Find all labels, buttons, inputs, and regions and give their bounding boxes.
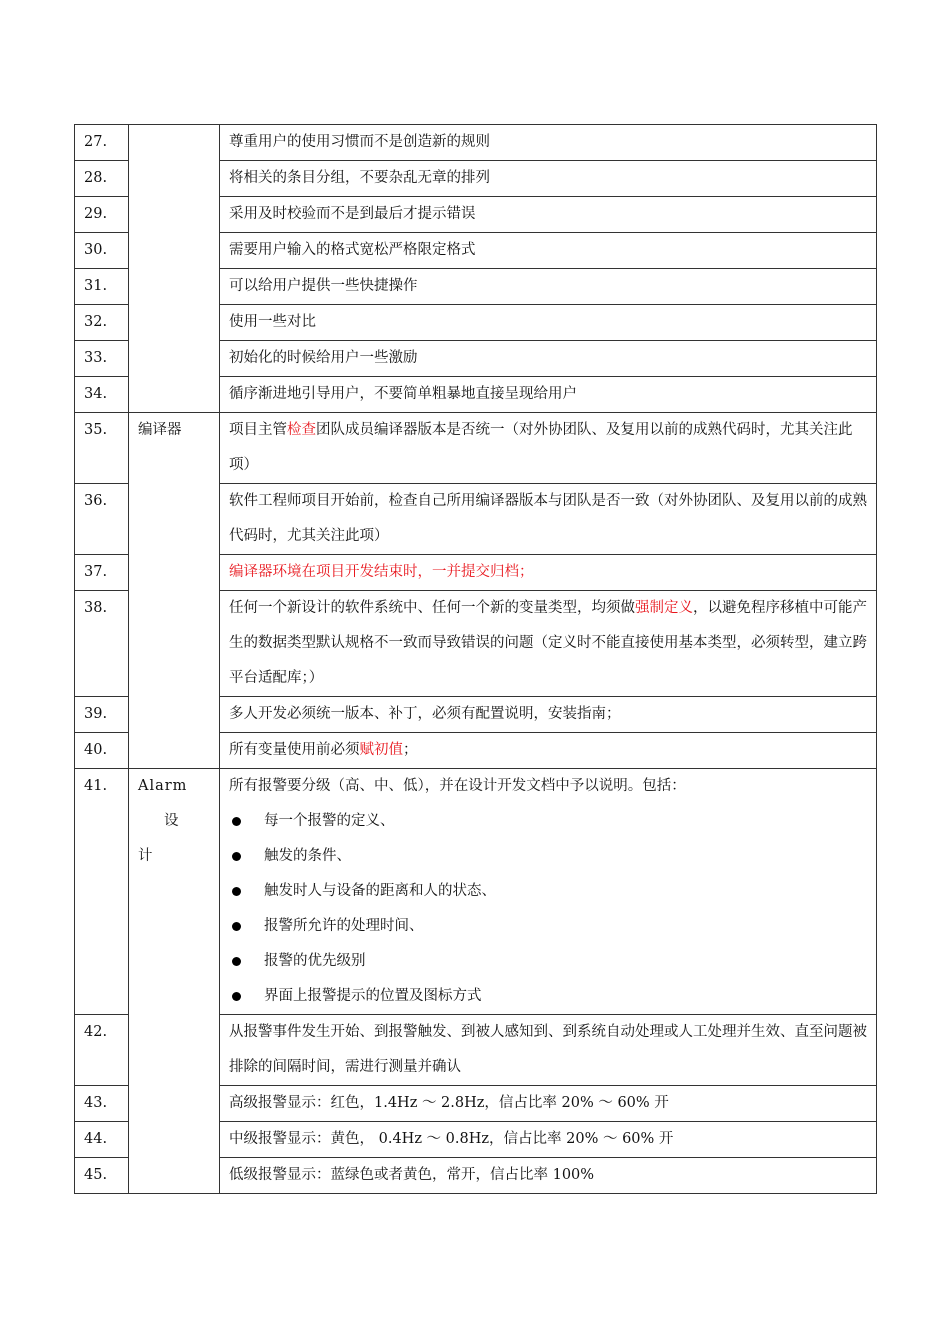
row-number: 29. <box>75 197 129 233</box>
row-number: 30. <box>75 233 129 269</box>
rule-text: 多人开发必须统一版本、补丁，必须有配置说明，安装指南； <box>220 697 877 733</box>
rule-text: 低级报警显示：蓝绿色或者黄色，常开，信占比率 100% <box>220 1158 877 1194</box>
row-number: 27. <box>75 125 129 161</box>
rule-text-highlighted: 编译器环境在项目开发结束时，一并提交归档； <box>220 555 877 591</box>
table-row <box>75 413 877 484</box>
bullet-item <box>229 874 867 909</box>
rule-text: 采用及时校验而不是到最后才提示错误 <box>220 197 877 233</box>
table-row <box>75 769 877 1015</box>
rule-text: 循序渐进地引导用户，不要简单粗暴地直接呈现给用户 <box>220 377 877 413</box>
bullet-text: 报警的优先级别 <box>264 953 366 969</box>
rule-text: 中级报警显示：黄色， 0.4Hz ～ 0.8Hz，信占比率 20% ～ 60% 开 <box>220 1122 877 1158</box>
category-cell-empty <box>129 125 220 413</box>
bullet-text: 界面上报警提示的位置及图标方式 <box>264 988 482 1004</box>
rule-text: 软件工程师项目开始前，检查自己所用编译器版本与团队是否一致（对外协团队、及复用以前的成熟代码时，尤其关注此项） <box>220 484 877 555</box>
rule-text: 使用一些对比 <box>220 305 877 341</box>
rule-text <box>220 733 877 769</box>
row-number: 43. <box>75 1086 129 1122</box>
bullet-item <box>229 979 867 1014</box>
row-number: 36. <box>75 484 129 555</box>
row-number: 32. <box>75 305 129 341</box>
row-number: 31. <box>75 269 129 305</box>
category-compiler: 编译器 <box>129 413 220 769</box>
bullet-icon <box>232 817 241 826</box>
rule-text: 尊重用户的使用习惯而不是创造新的规则 <box>220 125 877 161</box>
rule-text: 需要用户输入的格式宽松严格限定格式 <box>220 233 877 269</box>
rule-text: 将相关的条目分组，不要杂乱无章的排列 <box>220 161 877 197</box>
row-number: 42. <box>75 1015 129 1086</box>
row-number: 37. <box>75 555 129 591</box>
row-number: 39. <box>75 697 129 733</box>
rule-text-part: ，以避免程序移植中可能产生的数据类型默认规格不一致而导致错误的问题（定义时不能直接使用基本类型，必须转型，建立跨平台适配库；） <box>229 600 867 686</box>
rule-text: 初始化的时候给用户一些激励 <box>220 341 877 377</box>
row-number: 38. <box>75 591 129 697</box>
row-number: 40. <box>75 733 129 769</box>
bullet-text: 触发的条件、 <box>264 848 351 864</box>
category-alarm-word: 设 <box>164 813 180 829</box>
rule-text <box>220 413 877 484</box>
rule-text-part: ； <box>403 742 418 758</box>
row-number: 44. <box>75 1122 129 1158</box>
highlight-text: 赋初值 <box>359 742 403 758</box>
rule-text <box>220 769 877 1015</box>
bullet-icon <box>232 957 241 966</box>
bullet-text: 报警所允许的处理时间、 <box>264 918 424 934</box>
category-alarm-design <box>129 769 220 1194</box>
row-number: 45. <box>75 1158 129 1194</box>
rule-text: 从报警事件发生开始、到报警触发、到被人感知到、到系统自动处理或人工处理并生效、直至问题被排除的间隔时间，需进行测量并确认 <box>220 1015 877 1086</box>
category-alarm-word: 计 <box>138 848 154 864</box>
row-number: 35. <box>75 413 129 484</box>
rules-table <box>74 124 877 1194</box>
row-number: 28. <box>75 161 129 197</box>
rule-text-part: 所有变量使用前必须 <box>229 742 360 758</box>
row-number: 34. <box>75 377 129 413</box>
bullet-icon <box>232 852 241 861</box>
highlight-text: 强制定义 <box>635 600 693 616</box>
rule-text <box>220 591 877 697</box>
bullet-icon <box>232 992 241 1001</box>
bullet-item <box>229 944 867 979</box>
row-number: 41. <box>75 769 129 1015</box>
rule-intro: 所有报警要分级（高、中、低），并在设计开发文档中予以说明。包括： <box>229 778 686 794</box>
rule-text-part: 任何一个新设计的软件系统中、任何一个新的变量类型，均须做 <box>229 600 635 616</box>
rule-text-part: 项目主管 <box>229 422 287 438</box>
rule-text: 可以给用户提供一些快捷操作 <box>220 269 877 305</box>
bullet-item <box>229 909 867 944</box>
bullet-item <box>229 839 867 874</box>
bullet-icon <box>232 922 241 931</box>
bullet-text: 触发时人与设备的距离和人的状态、 <box>264 883 496 899</box>
bullet-icon <box>232 887 241 896</box>
category-alarm-word: Alarm <box>138 778 188 794</box>
bullet-text: 每一个报警的定义、 <box>264 813 395 829</box>
highlight-text: 检查 <box>287 422 316 438</box>
bullet-item <box>229 804 867 839</box>
rule-text: 高级报警显示：红色，1.4Hz ～ 2.8Hz，信占比率 20% ～ 60% 开 <box>220 1086 877 1122</box>
row-number: 33. <box>75 341 129 377</box>
rule-text-part: 团队成员编译器版本是否统一（对外协团队、及复用以前的成熟代码时，尤其关注此项） <box>229 422 853 473</box>
table-row <box>75 125 877 161</box>
